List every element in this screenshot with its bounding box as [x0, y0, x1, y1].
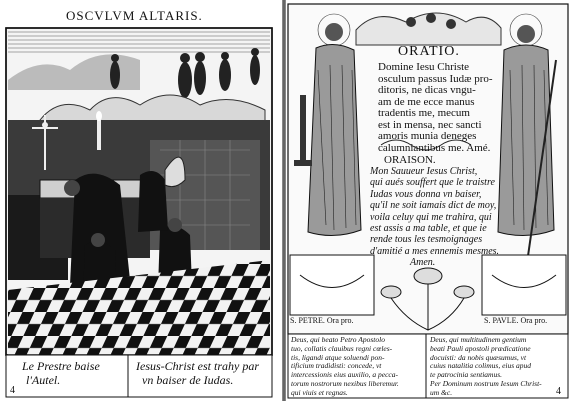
french-line: voila celuy qui me trahira, qui	[370, 211, 492, 223]
french-line: d'amitié a mes ennemis mesmes.	[370, 245, 500, 257]
french-line: Amen.	[410, 257, 436, 269]
french-line: Iudas vous donna vn baiser,	[370, 188, 482, 200]
french-line: rende tous les tesmoignages	[370, 234, 483, 246]
collect-line: beati Pauli apostoli prædicatione	[430, 343, 531, 353]
engraving-title: OSCVLVM ALTARIS.	[66, 8, 203, 23]
french-line: qu'il ne soit iamais dict de moy,	[370, 200, 497, 212]
latin-line: osculum passus Iudæ pro-	[378, 72, 493, 85]
engraving-priest-kisses-altar	[0, 0, 282, 401]
latin-line: tradentis me, mecum	[378, 107, 470, 119]
french-line: qui aués souffert que le traistre	[370, 177, 495, 189]
latin-line: Domine Iesu Christe	[378, 61, 470, 73]
heading-french: ORAISON.	[384, 154, 436, 166]
bottom-right-prayer	[430, 336, 542, 398]
collect-line: te patrocinia sentiamus.	[430, 370, 503, 380]
collect-line: um &c.	[430, 387, 453, 397]
heading-latin: ORATIO.	[398, 44, 460, 59]
latin-line: am de me ecce manus	[378, 95, 475, 108]
bottom-left-prayer	[291, 336, 399, 398]
latin-line: ditoris, ne dicas vngu-	[378, 84, 476, 96]
french-line: Mon Sauueur Iesus Christ,	[370, 166, 478, 177]
collect-line: Per Dominum nostrum Iesum Christ-	[430, 378, 542, 388]
saint-peter-label: S. PETRE. Ora pro.	[290, 316, 354, 325]
caption-left	[22, 359, 100, 387]
collect-line: qui viuis et regnas.	[291, 387, 348, 397]
collect-line: docuisti: da nobis quæsumus, vt	[430, 352, 527, 362]
left-page	[0, 0, 282, 401]
caption-right-line-2: vn baiser de Iudas.	[142, 373, 234, 387]
caption-right-line-1: Iesus-Christ est trahy par	[136, 359, 259, 373]
saint-paul-label: S. PAVLE. Ora pro.	[484, 316, 548, 325]
collect-line: Deus, qui beato Petro Apostolo	[291, 335, 385, 344]
collect-line: intercessionis eius auxilio, a pecca-	[291, 370, 398, 380]
caption-left-line-2: l'Autel.	[26, 373, 61, 387]
collect-line: tis, ligandi atque soluendi pon-	[291, 352, 385, 362]
french-line: est assis a ma table, et que ie	[370, 223, 487, 235]
right-page-number: 4	[556, 386, 561, 397]
collect-line: torum nostrorum nexibus liberemur.	[291, 378, 399, 388]
latin-prayer	[378, 62, 493, 154]
latin-line: calumniantibus me. Amé.	[378, 141, 491, 154]
collect-line: tificium tradidisti: concede, vt	[291, 361, 382, 371]
latin-line: est in mensa, nec sancti	[378, 118, 482, 131]
left-page-number: 4	[10, 385, 15, 396]
collect-line: tuo, collatis clauibus regni cœles-	[291, 343, 393, 353]
french-prayer	[370, 166, 499, 269]
collect-line: Deus, qui multitudinem gentium	[430, 335, 527, 344]
caption-left-line-1: Le Prestre baise	[22, 359, 100, 373]
latin-line: amoris munia deneges	[378, 130, 477, 142]
collect-line: cuius natalitia colimus, eius apud	[430, 361, 532, 371]
right-page	[286, 0, 571, 401]
caption-right	[136, 359, 259, 387]
